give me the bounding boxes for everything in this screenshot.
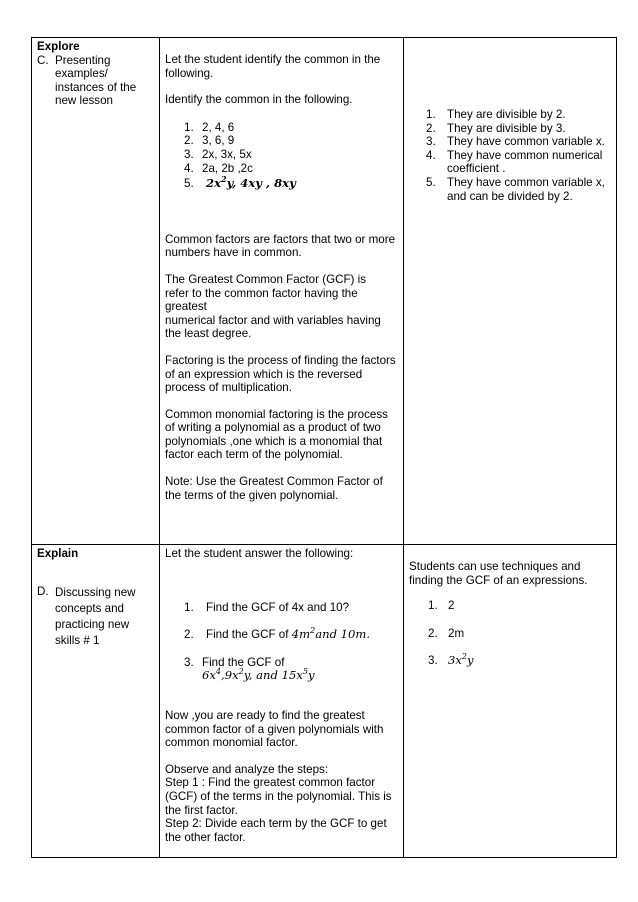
paragraph: Common monomial factoring is the process of writing a polynomial as a product of two polynomials ,one which is a monomial that factor each term of the polynomial. bbox=[165, 407, 388, 462]
step-line: examples/ bbox=[55, 67, 108, 81]
step-description bbox=[55, 54, 136, 108]
list-item: 2. 2m bbox=[428, 626, 465, 640]
list-item: 5. They have common variable x, and can be divided by 2. bbox=[426, 175, 605, 203]
list-item: 2. 3, 6, 9 bbox=[184, 134, 235, 148]
list-item: 3. 2x, 3x, 5x bbox=[184, 147, 252, 161]
list-item: 2. Find the GCF of $4m^2and$ 10m. bbox=[184, 626, 371, 642]
answers-list bbox=[409, 599, 611, 668]
paragraph: Observe and analyze the steps: Step 1 : Find the greatest common factor (GCF) of the terms in the polynomial. This is the first factor. Step 2: Divide each term by the GCF to get the other factor. bbox=[165, 762, 392, 844]
answers-intro: Students can use techniques and finding the GCF of an expressions. bbox=[409, 560, 588, 587]
activity-prompt: Identify the common in the following. bbox=[165, 93, 353, 107]
list-item: 3. Find the GCF of $6x^4,9x^2y$, and $15x^5y$ bbox=[184, 655, 315, 683]
list-item: 3. $3x^2y$ bbox=[428, 652, 474, 668]
explore-row bbox=[32, 38, 617, 545]
step-line: new lesson bbox=[55, 94, 114, 108]
paragraph: The Greatest Common Factor (GCF) is refer to the common factor having the greatest numerical factor and with variables having the least degree. bbox=[165, 272, 381, 341]
lesson-plan-sheet bbox=[31, 37, 616, 859]
paragraph: Note: Use the Greatest Common Factor of the terms of the given polynomial. bbox=[165, 475, 383, 502]
step-line: concepts and bbox=[55, 601, 124, 615]
examples-list bbox=[165, 121, 398, 191]
answers-list bbox=[409, 108, 611, 203]
step-letter: C. bbox=[37, 53, 49, 67]
explore-activity-cell bbox=[160, 38, 404, 545]
explain-answers-cell bbox=[404, 545, 617, 858]
step-description bbox=[55, 585, 136, 649]
phase-title: Explain bbox=[37, 547, 79, 560]
math-expression: $2x^2y$, 4xy , 8xy bbox=[206, 174, 296, 191]
list-item: 1. Find the GCF of 4x and 10? bbox=[184, 600, 350, 614]
list-item: 2. They are divisible by 3. bbox=[426, 121, 566, 135]
math-expression: $4m^2and$ 10m. bbox=[291, 626, 371, 642]
step-line: practicing new bbox=[55, 617, 130, 631]
list-item: 3. They have common variable x. bbox=[426, 135, 605, 149]
list-item: 4. 2a, 2b ,2c bbox=[184, 161, 253, 175]
questions-list bbox=[165, 601, 398, 683]
step-line: Discussing new bbox=[55, 585, 136, 599]
explain-activity-cell bbox=[160, 545, 404, 858]
list-item: 4. They have common numerical coefficient . bbox=[426, 148, 603, 176]
paragraph: Factoring is the process of finding the factors of an expression which is the reversed process of multiplication. bbox=[165, 353, 396, 395]
activity-intro: Let the student answer the following: bbox=[165, 547, 354, 560]
explore-phase-cell bbox=[32, 38, 160, 545]
explore-answers-cell bbox=[404, 38, 617, 545]
phase-title: Explore bbox=[37, 40, 80, 53]
paragraph: Now ,you are ready to find the greatest common factor of a given polynomials with common monomial factor. bbox=[165, 708, 384, 750]
step-line: instances of the bbox=[55, 80, 137, 94]
list-item: 5. $2x^2y$, 4xy , 8xy bbox=[184, 174, 296, 191]
activity-intro: Let the student identify the common in the following. bbox=[165, 53, 381, 80]
list-item: 1. They are divisible by 2. bbox=[426, 108, 566, 121]
math-expression: $6x^4,9x^2y$, and $15x^5y$ bbox=[202, 667, 315, 683]
step-letter: D. bbox=[37, 584, 49, 598]
step-line: skills # 1 bbox=[55, 633, 100, 647]
step-line: Presenting bbox=[55, 53, 111, 67]
lesson-plan-table bbox=[31, 37, 617, 858]
list-item: 1. 2, 4, 6 bbox=[184, 120, 235, 134]
explain-row bbox=[32, 545, 617, 858]
math-expression: $3x^2y$ bbox=[448, 652, 474, 668]
list-item: 1. 2 bbox=[428, 599, 455, 613]
explain-phase-cell bbox=[32, 545, 160, 858]
paragraph: Common factors are factors that two or more numbers have in common. bbox=[165, 232, 396, 260]
